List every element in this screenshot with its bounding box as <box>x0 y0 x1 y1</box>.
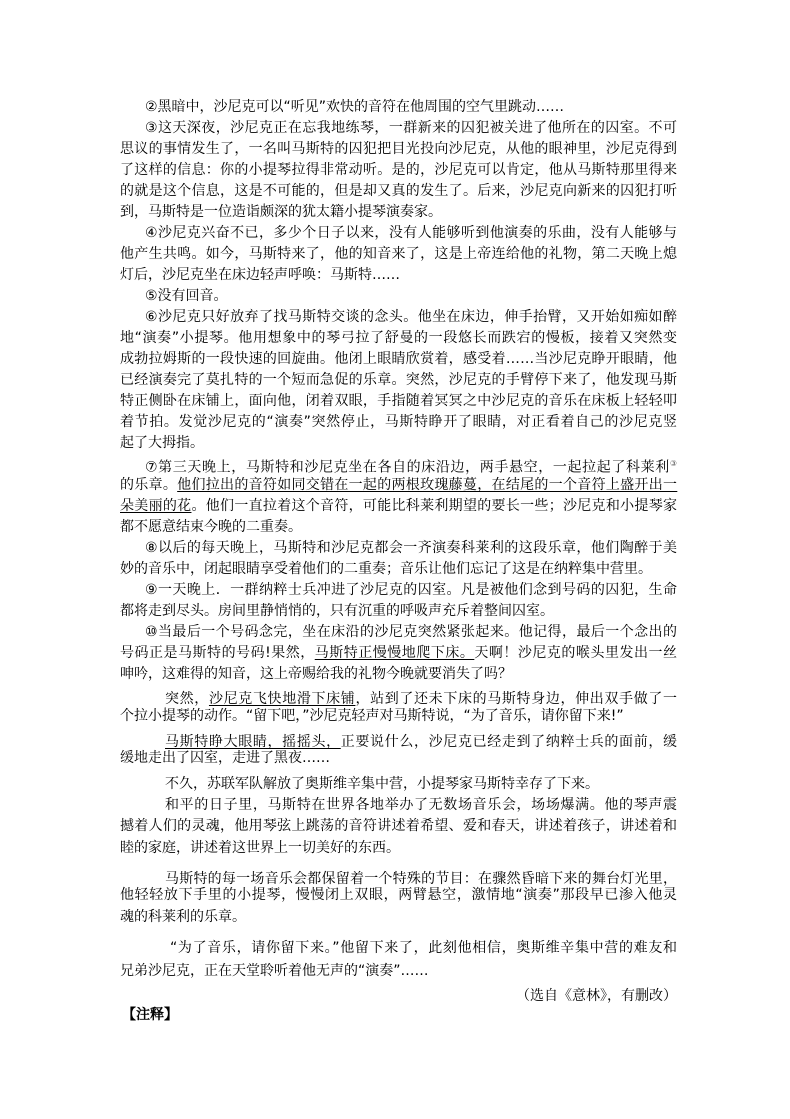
paragraph-8-line <box>145 582 677 598</box>
text-segment: 他轻轻放下手里的小提琴，慢慢闭上双眼，两臂悬空，激情地“演奏”那段早已渗入他灵 <box>120 887 678 903</box>
paragraph-7-line <box>145 540 677 556</box>
paragraph-3-line <box>120 246 677 262</box>
line-text <box>120 666 512 682</box>
text-segment: 已经演奏完了莫扎特的一个短而急促的乐章。突然，沙尼克的手臂停下来了，他发现马斯 <box>120 372 678 388</box>
paragraph-1-line <box>145 99 677 115</box>
underlined-text: 他们拉出的音符如同交错在一起的两根玫瑰藤蔓，在结尾的一个音符上盛开出一 <box>177 477 678 493</box>
text-segment: “为了音乐，请你留下来。”他留下来了，此刻他相信，奥斯维辛集中营的难友和 <box>170 940 678 956</box>
line-text <box>120 330 678 346</box>
line-text <box>120 204 442 220</box>
line-text <box>145 288 228 304</box>
line-text <box>120 435 204 451</box>
text-segment: ⑧以后的每天晚上，马斯特和沙尼克都会一齐演奏科莱利的这段乐章，他们陶醉于美 <box>145 540 678 556</box>
text-segment: 的乐章。 <box>120 477 178 493</box>
paragraph-6-line <box>120 498 677 514</box>
text-segment: 正要说什么，沙尼克已经走到了纳粹士兵的面前，缓 <box>340 734 678 750</box>
line-text <box>165 691 678 707</box>
text-segment: 成勃拉姆斯的一段快速的回旋曲。他闭上眼睛欣赏着，感受着……当沙尼克睁开眼睛，他 <box>120 351 678 367</box>
line-text <box>145 225 677 241</box>
paragraph-11-line <box>165 734 677 750</box>
text-segment: 撼着人们的灵魂，他用琴弦上跳荡的音符讲述着希望、爱和春天，讲述着孩子，讲述着和 <box>120 818 678 834</box>
text-segment: 个拉小提琴的动作。“留下吧，”沙尼克轻声对马斯特说，“为了音乐，请你留下来!” <box>120 708 624 724</box>
footnote-marker: ③ <box>669 459 678 468</box>
line-text <box>120 963 429 979</box>
line-text <box>120 645 678 661</box>
paragraph-7-line <box>120 561 677 577</box>
underlined-text: 马斯特睁大眼睛，摇摇头， <box>165 734 341 750</box>
text-segment: 灯后，沙尼克坐在床边轻声呼唤：马斯特…… <box>120 267 400 283</box>
text-segment: 兄弟沙尼克，正在天堂聆听着他无声的“演奏”…… <box>120 963 429 979</box>
text-segment: ②黑暗中，沙尼克可以“听见”欢快的音符在他周围的空气里跳动…… <box>145 99 565 115</box>
paragraph-15-line <box>170 940 677 956</box>
paragraph-9-line <box>120 645 677 661</box>
paragraph-5-line <box>120 393 677 409</box>
paragraph-6-line <box>145 456 678 476</box>
paragraph-2-line <box>145 120 677 136</box>
line-text <box>120 708 624 724</box>
paragraph-13-line <box>165 797 677 813</box>
paragraph-2-line <box>120 183 677 199</box>
paragraph-10-line <box>120 708 677 724</box>
line-text <box>120 162 677 178</box>
text-segment: 到，马斯特是一位造诣颇深的犹太籍小提琴演奏家。 <box>120 204 442 220</box>
paragraph-3-line <box>120 267 677 283</box>
text-segment: 思议的事情发生了，一名叫马斯特的囚犯把目光投向沙尼克，从他的眼神里，沙尼克得到 <box>120 141 678 157</box>
paragraph-10-line <box>165 691 677 707</box>
paragraph-14-line <box>120 887 677 903</box>
text-segment: ⑦第三天晚上，马斯特和沙尼克坐在各自的床沿边，两手悬空，一起拉起了科莱利 <box>145 459 670 476</box>
line-text <box>120 887 678 903</box>
text-segment: 马斯特的每一场音乐会都保留着一个特殊的节目：在骤然昏暗下来的舞台灯光里， <box>165 871 678 887</box>
text-segment: ⑨一天晚上．一群纳粹士兵冲进了沙尼克的囚室。凡是被他们念到号码的囚犯，生命 <box>145 582 678 598</box>
line-text <box>145 540 677 556</box>
paragraph-14-line <box>165 871 677 887</box>
paragraph-15-line <box>120 963 677 979</box>
paragraph-5-line <box>145 309 677 325</box>
text-segment: 和平的日子里，马斯特在世界各地举办了无数场音乐会，场场爆满。他的琴声震 <box>165 797 678 813</box>
text-segment: 呻吟，这难得的知音，这上帝赐给我的礼物今晚就要消失了吗？ <box>120 666 512 682</box>
paragraph-6-line <box>120 477 677 493</box>
line-text <box>145 582 677 598</box>
text-segment: 着节拍。发觉沙尼克的“演奏”突然停止，马斯特睁开了眼睛，对正看着自己的沙尼克竖 <box>120 414 678 430</box>
text-segment: ⑥沙尼克只好放弃了找马斯特交谈的念头。他坐在床边，伸手抬臂，又开始如痴如醉 <box>145 309 678 325</box>
line-text <box>120 818 677 834</box>
text-segment: 。他们一直拉着这个音符，可能比科莱利期望的要长一些；沙尼克和小提琴家 <box>191 498 678 514</box>
text-segment: ⑤没有回音。 <box>145 288 228 304</box>
text-segment: 了这样的信息：你的小提琴拉得非常动听。是的，沙尼克可以肯定，他从马斯特那里得来 <box>120 162 678 178</box>
text-segment: 突然， <box>165 691 209 707</box>
underlined-text: 朵美丽的花 <box>120 498 192 514</box>
line-text <box>120 498 677 514</box>
line-text <box>145 309 677 325</box>
paragraph-4-line <box>145 288 677 304</box>
underlined-text: 沙尼克飞快地滑下床铺 <box>208 691 356 707</box>
text-segment: 的就是这个信息，这是不可能的，但是却又真的发生了。后来，沙尼克向新来的囚犯打听 <box>120 183 678 199</box>
line-text <box>120 372 677 388</box>
paragraph-12-line <box>165 776 677 792</box>
text-segment: 缓地走出了囚室，走进了黑夜…… <box>120 750 330 766</box>
line-text <box>165 797 678 813</box>
paragraph-2-line <box>120 162 677 178</box>
line-text <box>120 840 400 856</box>
source-citation: （选自《意林》，有删改） <box>516 988 677 1004</box>
paragraph-5-line <box>120 414 677 430</box>
line-text <box>145 624 677 640</box>
line-text <box>165 871 677 887</box>
paragraph-6-line <box>120 519 677 535</box>
line-text <box>120 246 677 262</box>
paragraph-13-line <box>120 818 677 834</box>
text-segment: 睦的家庭，讲述着这世界上一切美好的东西。 <box>120 840 400 856</box>
line-text <box>120 183 677 199</box>
line-text <box>120 393 677 409</box>
line-text <box>120 267 400 283</box>
line-text <box>120 519 302 535</box>
paragraph-8-line <box>120 603 677 619</box>
paragraph-2-line <box>120 141 677 157</box>
text-segment: 地“演奏”小提琴。他用想象中的琴弓拉了舒曼的一段悠长而跌宕的慢板，接着又突然变 <box>120 330 678 346</box>
paragraph-5-line <box>120 372 677 388</box>
line-text <box>145 456 678 476</box>
line-text <box>145 120 677 136</box>
text-segment: 都将走到尽头。房间里静悄悄的，只有沉重的呼吸声充斥着整间囚室。 <box>120 603 554 619</box>
text-segment: 号码正是马斯特的号码!果然， <box>120 645 315 661</box>
text-segment: 特正侧卧在床铺上，面向他，闭着双眼，手指随着冥冥之中沙尼克的音乐在床板上轻轻叩 <box>120 393 678 409</box>
text-segment: 魂的科莱利的乐章。 <box>120 909 246 925</box>
line-text <box>120 141 677 157</box>
line-text <box>120 414 678 430</box>
paragraph-13-line <box>120 840 677 856</box>
paragraph-5-line <box>120 330 677 346</box>
line-text <box>145 99 564 115</box>
text-segment: 起了大拇指。 <box>120 435 204 451</box>
text-segment: 不久，苏联军队解放了奥斯维辛集中营，小提琴家马斯特幸存了下来。 <box>165 776 599 792</box>
text-segment: ③这天深夜，沙尼克正在忘我地练琴，一群新来的囚犯被关进了他所在的囚室。不可 <box>145 120 678 136</box>
paragraph-5-line <box>120 435 677 451</box>
text-segment: ⑩当最后一个号码念完，坐在床沿的沙尼克突然紧张起来。他记得，最后一个念出的 <box>145 624 678 640</box>
notes-heading: 【注释】 <box>122 1007 178 1023</box>
text-segment: 天啊！沙尼克的喉头里发出一丝 <box>474 645 678 661</box>
paragraph-3-line <box>145 225 677 241</box>
line-text <box>165 776 599 792</box>
text-segment: 他产生共鸣。如今，马斯特来了，他的知音来了，这是上帝连给他的礼物，第二天晚上熄 <box>120 246 678 262</box>
paragraph-5-line <box>120 351 677 367</box>
line-text <box>165 734 678 750</box>
line-text <box>120 750 330 766</box>
paragraph-11-line <box>120 750 677 766</box>
line-text <box>120 477 677 493</box>
text-segment: ④沙尼克兴奋不已，多少个日子以来，没有人能够听到他演奏的乐曲，没有人能够与 <box>145 225 678 241</box>
underlined-text: 马斯特正慢慢地爬下床。 <box>314 645 475 661</box>
text-segment: 妙的音乐中，闭起眼睛享受着他们的二重奏；音乐让他们忘记了这是在纳粹集中营里。 <box>120 561 652 577</box>
line-text <box>120 909 246 925</box>
text-segment: 都不愿意结束今晚的二重奏。 <box>120 519 302 535</box>
line-text <box>170 940 678 956</box>
line-text <box>120 351 677 367</box>
line-text <box>120 603 554 619</box>
line-text <box>120 561 652 577</box>
paragraph-9-line <box>120 666 677 682</box>
paragraph-14-line <box>120 909 677 925</box>
text-segment: ，站到了还未下床的马斯特身边，伸出双手做了一 <box>355 691 678 707</box>
paragraph-2-line <box>120 204 677 220</box>
paragraph-9-line <box>145 624 677 640</box>
